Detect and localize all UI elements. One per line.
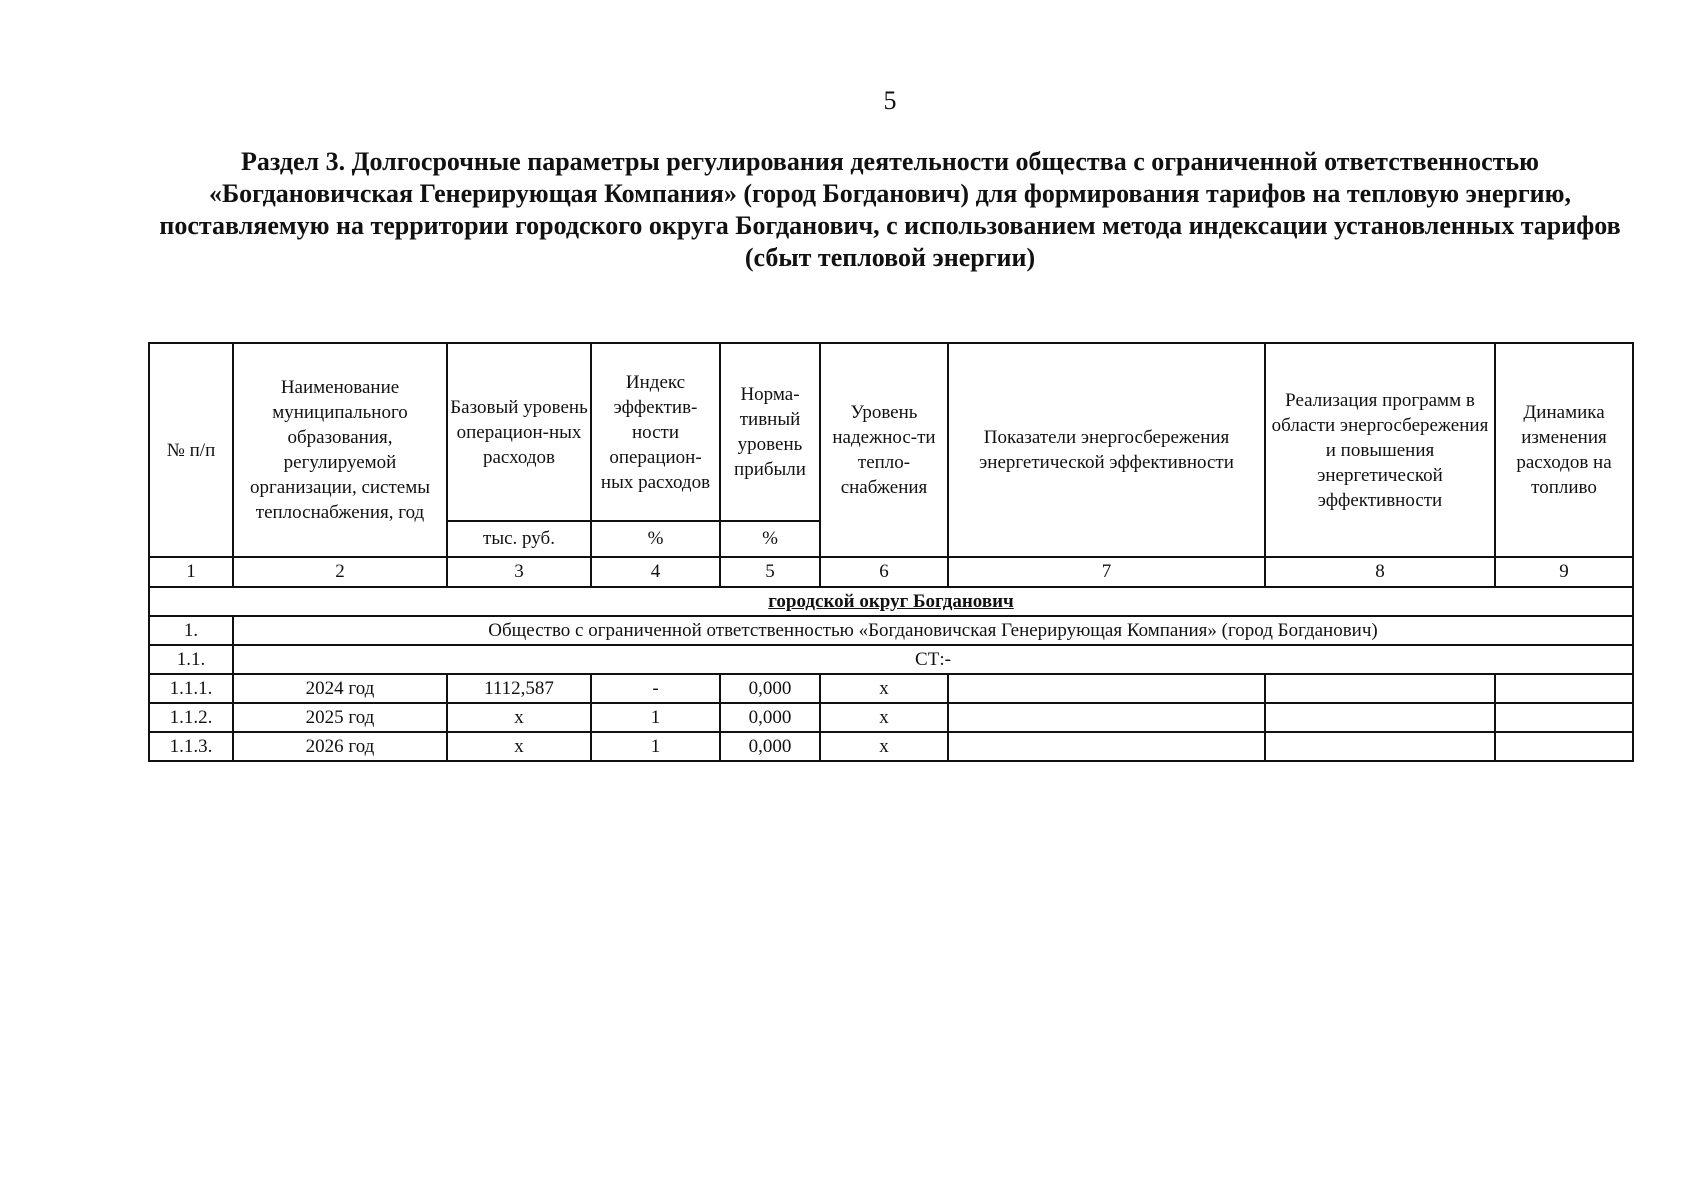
- row-index: -: [591, 674, 720, 703]
- row-base: 1112,587: [447, 674, 591, 703]
- table-row: [149, 674, 1633, 703]
- row-year: 2025 год: [233, 703, 447, 732]
- header-reliability: Уровень надежнос-ти тепло-снабжения: [820, 343, 948, 557]
- header-num: № п/п: [149, 343, 233, 557]
- row-programs: [1265, 674, 1495, 703]
- column-number: 8: [1265, 557, 1495, 587]
- row-energy: [948, 732, 1265, 761]
- column-numbers-row: [149, 557, 1633, 587]
- column-number: 6: [820, 557, 948, 587]
- page-number: 5: [883, 86, 897, 115]
- row-programs: [1265, 732, 1495, 761]
- header-name: Наименование муниципального образования, регулируемой организации, системы теплоснабжения, год: [233, 343, 447, 557]
- row-index: 1: [591, 703, 720, 732]
- row-num: 1.1.3.: [149, 732, 233, 761]
- row-programs: [1265, 703, 1495, 732]
- row-energy: [948, 674, 1265, 703]
- system-row: [149, 645, 1633, 674]
- row-base: х: [447, 732, 591, 761]
- table-row: [149, 703, 1633, 732]
- section-title: Раздел 3. Долгосрочные параметры регулирования деятельности общества с ограниченной ответственностью «Богдановичская Генерирующая Компания» (город Богданович) для формирования тарифов на тепловую энергию, поставляемую на территории городского округа Богданович, с использованием метода индексации установленных тарифов (сбыт тепловой энергии): [159, 147, 1621, 272]
- column-number: 4: [591, 557, 720, 587]
- header-row: [149, 343, 1633, 521]
- header-programs: Реализация программ в области энергосбережения и повышения энергетической эффективности: [1265, 343, 1495, 557]
- row-energy: [948, 703, 1265, 732]
- column-number: 2: [233, 557, 447, 587]
- unit-index: %: [591, 521, 720, 557]
- parameters-table: [148, 342, 1634, 762]
- row-base: х: [447, 703, 591, 732]
- header-fuel: Динамика изменения расходов на топливо: [1495, 343, 1633, 557]
- row-profit: 0,000: [720, 732, 820, 761]
- system-name: СТ:-: [233, 645, 1633, 674]
- row-num: 1.1.2.: [149, 703, 233, 732]
- row-reliability: х: [820, 703, 948, 732]
- column-number: 5: [720, 557, 820, 587]
- section-label: городской округ Богданович: [149, 587, 1633, 616]
- row-year: 2024 год: [233, 674, 447, 703]
- row-profit: 0,000: [720, 674, 820, 703]
- row-profit: 0,000: [720, 703, 820, 732]
- column-number: 9: [1495, 557, 1633, 587]
- unit-base: тыс. руб.: [447, 521, 591, 557]
- system-num: 1.1.: [149, 645, 233, 674]
- org-num: 1.: [149, 616, 233, 645]
- row-index: 1: [591, 732, 720, 761]
- unit-profit: %: [720, 521, 820, 557]
- row-fuel: [1495, 732, 1633, 761]
- header-base: Базовый уровень операцион-ных расходов: [447, 343, 591, 521]
- header-profit: Норма-тивный уровень прибыли: [720, 343, 820, 521]
- column-number: 3: [447, 557, 591, 587]
- row-fuel: [1495, 674, 1633, 703]
- row-reliability: х: [820, 674, 948, 703]
- org-name: Общество с ограниченной ответственностью «Богдановичская Генерирующая Компания» (город Богданович): [233, 616, 1633, 645]
- section-row: [149, 587, 1633, 616]
- table-row: [149, 732, 1633, 761]
- row-fuel: [1495, 703, 1633, 732]
- column-number: 7: [948, 557, 1265, 587]
- header-energy: Показатели энергосбережения энергетической эффективности: [948, 343, 1265, 557]
- row-reliability: х: [820, 732, 948, 761]
- org-row: [149, 616, 1633, 645]
- column-number: 1: [149, 557, 233, 587]
- row-num: 1.1.1.: [149, 674, 233, 703]
- header-index: Индекс эффектив-ности операцион-ных расходов: [591, 343, 720, 521]
- row-year: 2026 год: [233, 732, 447, 761]
